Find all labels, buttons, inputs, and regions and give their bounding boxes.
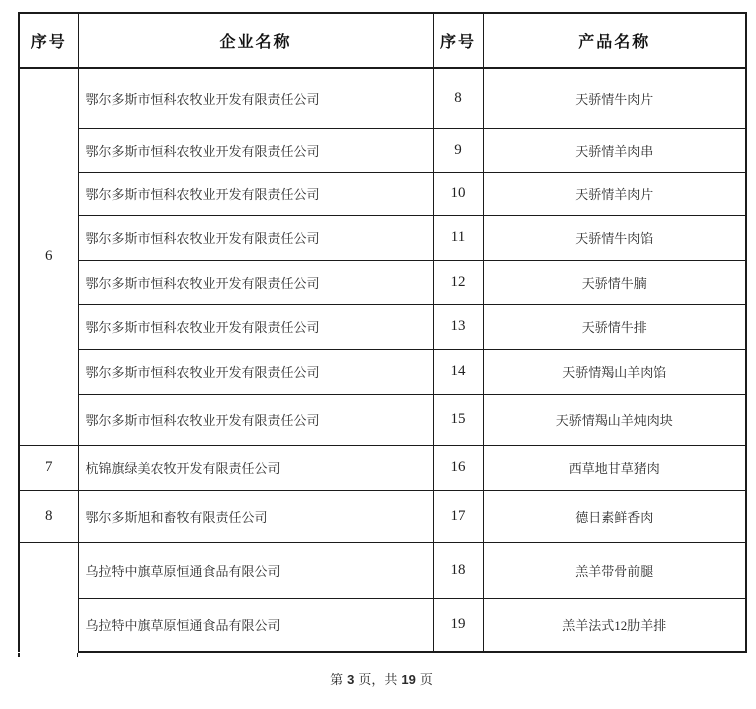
footer-total-pages: 19 (401, 672, 416, 687)
product-serial-cell: 10 (433, 172, 483, 215)
group-serial-cell: 8 (19, 490, 78, 542)
product-name-cell: 天骄情羯山羊肉馅 (483, 349, 746, 394)
company-name-cell: 鄂尔多斯市恒科农牧业开发有限责任公司 (78, 68, 433, 128)
column-header-0: 序号 (19, 13, 78, 68)
group-serial-cell (19, 542, 78, 652)
table-row (19, 304, 746, 349)
product-name-cell: 羔羊带骨前腿 (483, 542, 746, 598)
company-name-cell: 乌拉特中旗草原恒通食品有限公司 (78, 598, 433, 652)
product-serial-cell: 15 (433, 394, 483, 445)
footer-label-before: 第 (330, 672, 344, 687)
table-row (19, 490, 746, 542)
company-name-cell: 鄂尔多斯市恒科农牧业开发有限责任公司 (78, 260, 433, 304)
product-serial-cell: 18 (433, 542, 483, 598)
group-serial-cell: 6 (19, 68, 78, 445)
company-name-cell: 鄂尔多斯市恒科农牧业开发有限责任公司 (78, 394, 433, 445)
product-name-cell: 西草地甘草猪肉 (483, 445, 746, 490)
product-serial-cell: 17 (433, 490, 483, 542)
footer-label-mid: 页，共 (358, 672, 398, 687)
company-name-cell: 鄂尔多斯市恒科农牧业开发有限责任公司 (78, 349, 433, 394)
product-serial-cell: 16 (433, 445, 483, 490)
product-name-cell: 天骄情牛肉馅 (483, 215, 746, 260)
table-row (19, 598, 746, 652)
company-name-cell: 乌拉特中旗草原恒通食品有限公司 (78, 542, 433, 598)
table-row (19, 542, 746, 598)
company-name-cell: 鄂尔多斯旭和畜牧有限责任公司 (78, 490, 433, 542)
product-name-cell: 天骄情羊肉片 (483, 172, 746, 215)
product-name-cell: 羔羊法式12肋羊排 (483, 598, 746, 652)
table-row (19, 445, 746, 490)
header-row (19, 13, 746, 68)
table-body (19, 68, 746, 652)
product-name-cell: 天骄情羊肉串 (483, 128, 746, 172)
company-name-cell: 鄂尔多斯市恒科农牧业开发有限责任公司 (78, 215, 433, 260)
column-header-2: 序号 (433, 13, 483, 68)
product-serial-cell: 9 (433, 128, 483, 172)
product-name-cell: 天骄情牛排 (483, 304, 746, 349)
product-serial-cell: 12 (433, 260, 483, 304)
product-name-cell: 德日素鲜香肉 (483, 490, 746, 542)
group-serial-cell: 7 (19, 445, 78, 490)
enterprise-product-table (18, 12, 747, 653)
page-footer (18, 669, 745, 688)
product-serial-cell: 14 (433, 349, 483, 394)
product-name-cell: 天骄情牛腩 (483, 260, 746, 304)
company-name-cell: 杭锦旗绿美农牧开发有限责任公司 (78, 445, 433, 490)
product-table-container (18, 12, 745, 653)
company-name-cell: 鄂尔多斯市恒科农牧业开发有限责任公司 (78, 304, 433, 349)
product-name-cell: 天骄情牛肉片 (483, 68, 746, 128)
table-row (19, 215, 746, 260)
column-header-3: 产品名称 (483, 13, 746, 68)
footer-page-number: 3 (347, 672, 355, 687)
table-row (19, 394, 746, 445)
footer-label-after: 页 (419, 672, 433, 687)
table-row (19, 349, 746, 394)
table-row (19, 172, 746, 215)
company-name-cell: 鄂尔多斯市恒科农牧业开发有限责任公司 (78, 128, 433, 172)
company-name-cell: 鄂尔多斯市恒科农牧业开发有限责任公司 (78, 172, 433, 215)
table-row (19, 260, 746, 304)
table-header-row (19, 13, 746, 68)
table-row (19, 128, 746, 172)
page-break-rule-extension (18, 653, 78, 657)
product-name-cell: 天骄情羯山羊炖肉块 (483, 394, 746, 445)
product-serial-cell: 19 (433, 598, 483, 652)
product-serial-cell: 8 (433, 68, 483, 128)
table-row (19, 68, 746, 128)
column-header-1: 企业名称 (78, 13, 433, 68)
product-serial-cell: 11 (433, 215, 483, 260)
product-serial-cell: 13 (433, 304, 483, 349)
